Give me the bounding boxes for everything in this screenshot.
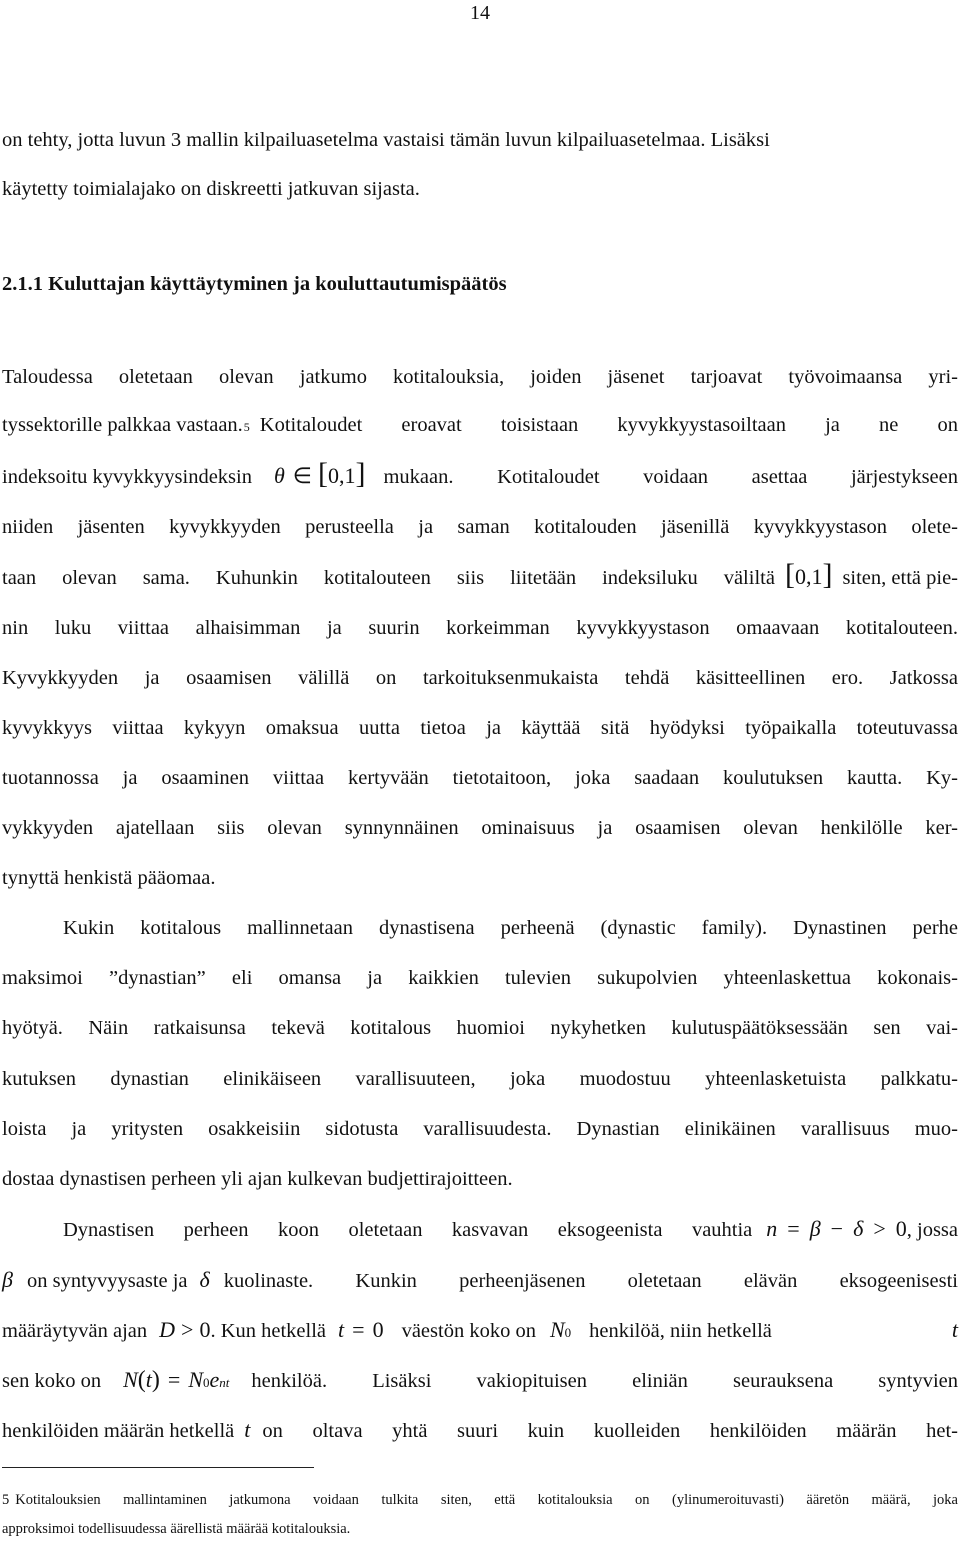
text-span: on syntyvyysaste ja <box>26 1270 188 1292</box>
text-line: kutuksen dynastian elinikäiseen varallisuuteen, joka muodostuu yhteenlasketuista palkkatu- <box>2 1068 958 1090</box>
math-N: N <box>123 1367 138 1392</box>
math-t: t <box>951 1317 958 1342</box>
math-delta: δ <box>199 1267 210 1292</box>
text-line: Kyvykkyyden ja osaamisen välillä on tarkoituksenmukaista tehdä käsitteellinen ero. Jatkossa <box>2 667 958 689</box>
math-greater: > <box>873 1216 886 1241</box>
text-span: tyssektorille palkkaa vastaan. <box>2 414 243 436</box>
footnote-number: 5 <box>2 1492 10 1508</box>
text-span: , jossa <box>906 1219 958 1241</box>
text-span: henkilöä, niin hetkellä <box>589 1320 772 1342</box>
text-line <box>2 1268 958 1293</box>
text-span: on oltava yhtä suuri kuin kuolleiden henkilöiden määrän het- <box>262 1420 958 1442</box>
math-zero: 0 <box>199 1317 211 1342</box>
math-minus: − <box>830 1216 844 1241</box>
text-line: on tehty, jotta luvun 3 mallin kilpailuasetelma vastaisi tämän luvun kilpailuasetelmaa. Lisäksi <box>2 129 770 151</box>
math-equals: = <box>787 1216 800 1241</box>
text-span: siten, että pie- <box>842 567 958 589</box>
footnote-reference: 5 <box>243 420 250 434</box>
math-delta: δ <box>853 1216 864 1241</box>
text-line: käytetty toimialajako on diskreetti jatkuvan sijasta. <box>2 178 420 200</box>
text-span: sen koko on <box>2 1370 102 1392</box>
footnote-divider <box>2 1467 314 1468</box>
math-t: t <box>244 1417 251 1442</box>
text-line: tynyttä henkistä pääomaa. <box>2 867 216 889</box>
text-line: niiden jäsenten kyvykkyyden perusteella ja saman kotitalouden jäsenillä kyvykkyystason olete- <box>2 516 958 538</box>
text-span: Dynastisen perheen koon oletetaan kasvavan eksogeenista vauhtia <box>63 1219 753 1241</box>
text-span: . Kun hetkellä <box>210 1320 327 1342</box>
text-span: henkilöä. Lisäksi vakiopituisen eliniän seurauksena syntyvien <box>251 1370 958 1392</box>
math-zero: 0 <box>372 1317 384 1342</box>
text-line: vykkyyden ajatellaan siis olevan synnynnäinen ominaisuus ja osaamisen olevan henkilölle ker- <box>2 817 958 839</box>
section-heading: 2.1.1 Kuluttajan käyttäytyminen ja kouluttautumispäätös <box>2 273 507 295</box>
text-line <box>2 1368 958 1395</box>
footnote-line: approksimoi todellisuudessa äärellistä määrää kotitalouksia. <box>2 1521 351 1537</box>
text-line <box>2 413 958 439</box>
math-interval: 0,1 <box>794 564 823 589</box>
text-line: dostaa dynastisen perheen yli ajan kulkevan budjettirajoitteen. <box>2 1168 513 1190</box>
text-span: indeksoitu kyvykkyysindeksin <box>2 466 252 488</box>
text-line: hyötyä. Näin ratkaisunsa tekevä kotitalous huomioi nykyhetken kulutuspäätöksessään sen vai- <box>2 1017 958 1039</box>
math-bracket: ] <box>355 457 366 490</box>
text-line: nin luku viittaa alhaisimman ja suurin korkeimman kyvykkyystason omaavaan kotitalouteen. <box>2 617 958 639</box>
math-beta: β <box>2 1267 13 1292</box>
math-subscript: 0 <box>203 1375 210 1390</box>
text-span: taan olevan sama. Kuhunkin kotitalouteen siis liitetään indeksiluku väliltä <box>2 567 775 589</box>
math-paren: ) <box>151 1367 160 1393</box>
math-bracket: [ <box>784 558 795 591</box>
text-span: Kotitaloudet eroavat toisistaan kyvykkyystasoiltaan ja ne on <box>259 414 958 436</box>
text-line: kyvykkyys viittaa kykyyn omaksua uutta tietoa ja käyttää sitä hyödyksi työpaikalla toteutuvassa <box>2 717 958 739</box>
math-element-of: ∈ <box>292 463 312 488</box>
text-line <box>2 1217 958 1242</box>
math-interval: 0,1 <box>327 463 356 488</box>
text-line: loista ja yritysten osakkeisiin sidotusta varallisuudesta. Dynastian elinikäinen varallisuus muo- <box>2 1118 958 1140</box>
math-t: t <box>145 1367 152 1392</box>
text-line <box>2 1318 958 1345</box>
text-line <box>2 1418 958 1443</box>
math-N: N <box>188 1367 203 1392</box>
text-span: väestön koko on <box>401 1320 536 1342</box>
text-span: määräytyvän ajan <box>2 1320 148 1342</box>
text-line <box>2 558 958 591</box>
footnote-text: Kotitalouksien mallintaminen jatkumona voidaan tulkita siten, että kotitalouksia on (ylinumeroituvasti) ääretön määrä, joka <box>15 1492 958 1508</box>
text-line: Taloudessa oletetaan olevan jatkumo kotitalouksia, joiden jäsenet tarjoavat työvoimaansa yri- <box>2 366 958 388</box>
math-t: t <box>338 1317 345 1342</box>
text-span: kuolinaste. Kunkin perheenjäsenen oletetaan elävän eksogeenisesti <box>223 1270 958 1292</box>
math-exponent: nt <box>219 1375 230 1390</box>
math-equals: = <box>167 1367 181 1392</box>
math-subscript: 0 <box>564 1325 572 1340</box>
math-e: e <box>209 1367 220 1392</box>
text-span: mukaan. Kotitaloudet voidaan asettaa järjestykseen <box>383 466 958 488</box>
footnote-line <box>2 1491 958 1509</box>
math-bracket: ] <box>822 558 833 591</box>
math-equals: = <box>352 1317 365 1342</box>
text-line <box>2 457 958 490</box>
math-zero: 0 <box>895 1216 907 1241</box>
math-greater: > <box>181 1317 194 1342</box>
math-n: n <box>766 1216 778 1241</box>
page-number: 14 <box>470 2 490 24</box>
math-theta: θ <box>273 463 285 488</box>
math-bracket: [ <box>317 457 328 490</box>
math-paren: ( <box>137 1367 146 1393</box>
math-N: N <box>549 1317 565 1342</box>
math-beta: β <box>809 1216 821 1241</box>
math-D: D <box>159 1317 176 1342</box>
text-line: tuotannossa ja osaaminen viittaa kertyvään tietotaitoon, joka saadaan koulutuksen kautta. Ky- <box>2 767 958 789</box>
text-line: maksimoi ”dynastian” eli omansa ja kaikkien tulevien sukupolvien yhteenlaskettua kokonais- <box>2 967 958 989</box>
text-line: Kukin kotitalous mallinnetaan dynastisena perheenä (dynastic family). Dynastinen perhe <box>63 917 958 939</box>
text-span: henkilöiden määrän hetkellä <box>2 1420 235 1442</box>
